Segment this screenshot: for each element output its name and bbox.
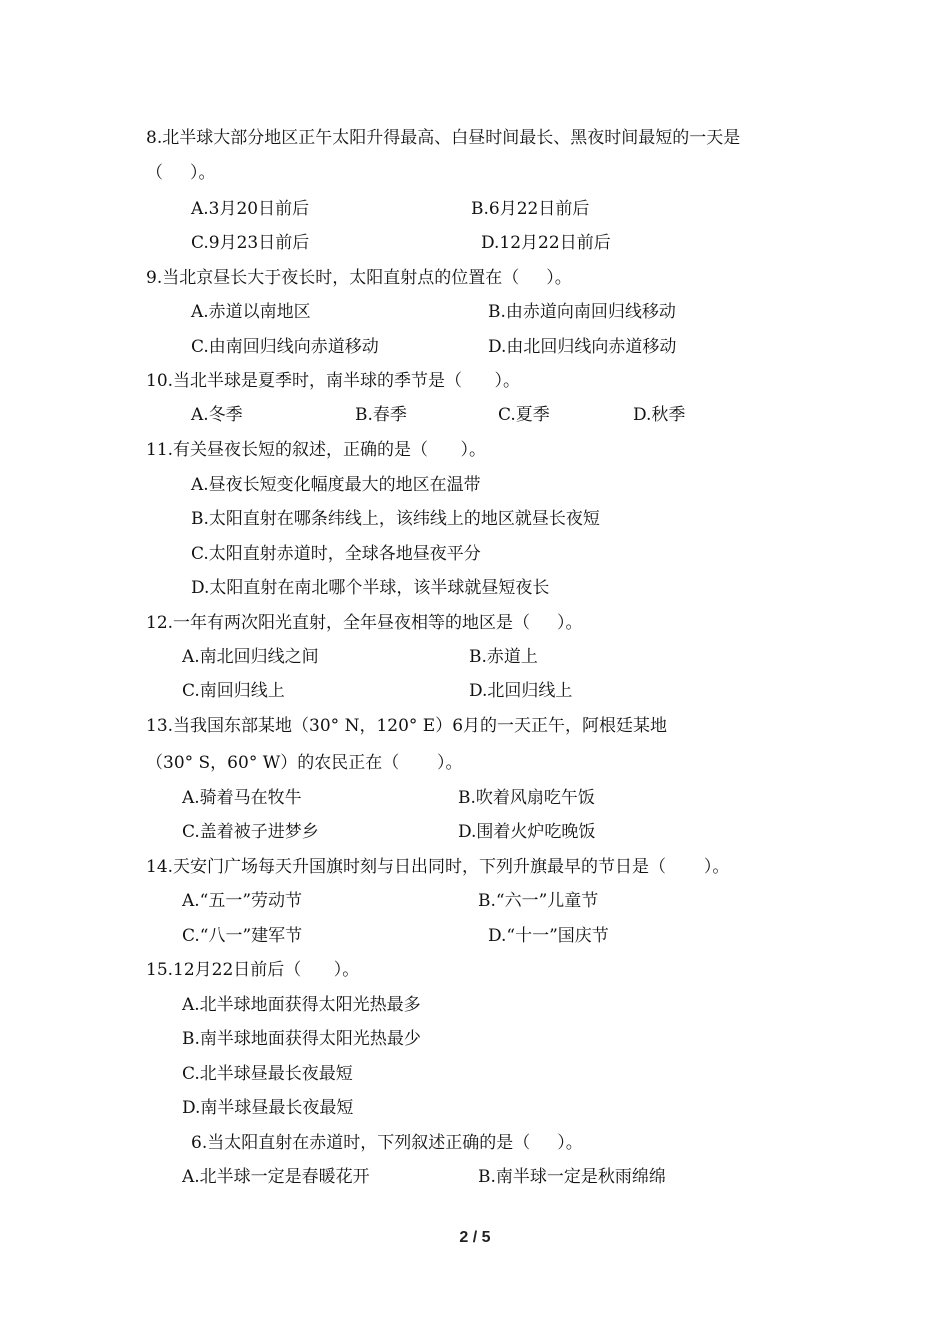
question-11-option-a: A.昼夜长短变化幅度最大的地区在温带 bbox=[191, 475, 481, 495]
question-11-option-c: C.太阳直射赤道时，全球各地昼夜平分 bbox=[191, 544, 481, 564]
question-8-stem-cont: （ ）。 bbox=[146, 163, 216, 183]
question-14-option-d: D.“十一”国庆节 bbox=[488, 926, 609, 946]
question-8-option-c: C.9月23日前后 bbox=[191, 233, 310, 253]
question-9-option-c: C.由南回归线向赤道移动 bbox=[191, 337, 379, 357]
question-11-option-d: D.太阳直射在南北哪个半球，该半球就昼短夜长 bbox=[191, 578, 550, 598]
question-10-stem: 10.当北半球是夏季时，南半球的季节是（ ）。 bbox=[146, 371, 520, 391]
question-8-option-b: B.6月22日前后 bbox=[471, 199, 590, 219]
question-10-option-b: B.春季 bbox=[355, 405, 407, 425]
question-15-option-c: C.北半球昼最长夜最短 bbox=[182, 1064, 353, 1084]
question-12-option-a: A.南北回归线之间 bbox=[182, 647, 319, 667]
question-14-option-a: A.“五一”劳动节 bbox=[182, 891, 303, 911]
question-10-option-d: D.秋季 bbox=[633, 405, 686, 425]
question-13-option-a: A.骑着马在牧牛 bbox=[182, 788, 302, 808]
question-11-stem: 11.有关昼夜长短的叙述，正确的是（ ）。 bbox=[146, 440, 486, 460]
question-9-stem: 9.当北京昼长大于夜长时，太阳直射点的位置在（ ）。 bbox=[146, 268, 572, 288]
question-14-option-c: C.“八一”建军节 bbox=[182, 926, 303, 946]
question-9-option-d: D.由北回归线向赤道移动 bbox=[488, 337, 677, 357]
question-15-option-a: A.北半球地面获得太阳光热最多 bbox=[182, 995, 421, 1015]
question-13-option-b: B.吹着风扇吃午饭 bbox=[458, 788, 595, 808]
question-8-option-d: D.12月22日前后 bbox=[481, 233, 611, 253]
question-9-option-b: B.由赤道向南回归线移动 bbox=[488, 302, 676, 322]
question-6-option-b: B.南半球一定是秋雨绵绵 bbox=[478, 1167, 666, 1187]
question-9-option-a: A.赤道以南地区 bbox=[191, 302, 311, 322]
question-13-stem: 13.当我国东部某地（30° N，120° E）6月的一天正午，阿根廷某地 bbox=[146, 716, 668, 736]
question-11-option-b: B.太阳直射在哪条纬线上，该纬线上的地区就昼长夜短 bbox=[191, 509, 600, 529]
question-15-option-d: D.南半球昼最长夜最短 bbox=[182, 1098, 354, 1118]
page-number: 2 / 5 bbox=[459, 1229, 491, 1246]
question-13-stem-cont: （30° S，60° W）的农民正在（ ）。 bbox=[146, 753, 463, 773]
question-6-option-a: A.北半球一定是春暖花开 bbox=[182, 1167, 370, 1187]
question-13-option-d: D.围着火炉吃晚饭 bbox=[458, 822, 596, 842]
question-15-option-b: B.南半球地面获得太阳光热最少 bbox=[182, 1029, 421, 1049]
question-12-option-c: C.南回归线上 bbox=[182, 681, 285, 701]
question-14-option-b: B.“六一”儿童节 bbox=[478, 891, 599, 911]
question-14-stem: 14.天安门广场每天升国旗时刻与日出同时，下列升旗最早的节日是（ ）。 bbox=[146, 857, 730, 877]
question-6-stem: 6.当太阳直射在赤道时，下列叙述正确的是（ ）。 bbox=[191, 1133, 583, 1153]
question-10-option-c: C.夏季 bbox=[498, 405, 550, 425]
question-10-option-a: A.冬季 bbox=[191, 405, 243, 425]
question-12-option-d: D.北回归线上 bbox=[469, 681, 573, 701]
question-13-option-c: C.盖着被子进梦乡 bbox=[182, 822, 319, 842]
question-8-stem: 8.北半球大部分地区正午太阳升得最高、白昼时间最长、黑夜时间最短的一天是 bbox=[146, 128, 741, 148]
question-12-stem: 12.一年有两次阳光直射，全年昼夜相等的地区是（ ）。 bbox=[146, 613, 583, 633]
question-15-stem: 15.12月22日前后（ ）。 bbox=[146, 960, 360, 980]
question-12-option-b: B.赤道上 bbox=[469, 647, 538, 667]
question-8-option-a: A.3月20日前后 bbox=[191, 199, 310, 219]
